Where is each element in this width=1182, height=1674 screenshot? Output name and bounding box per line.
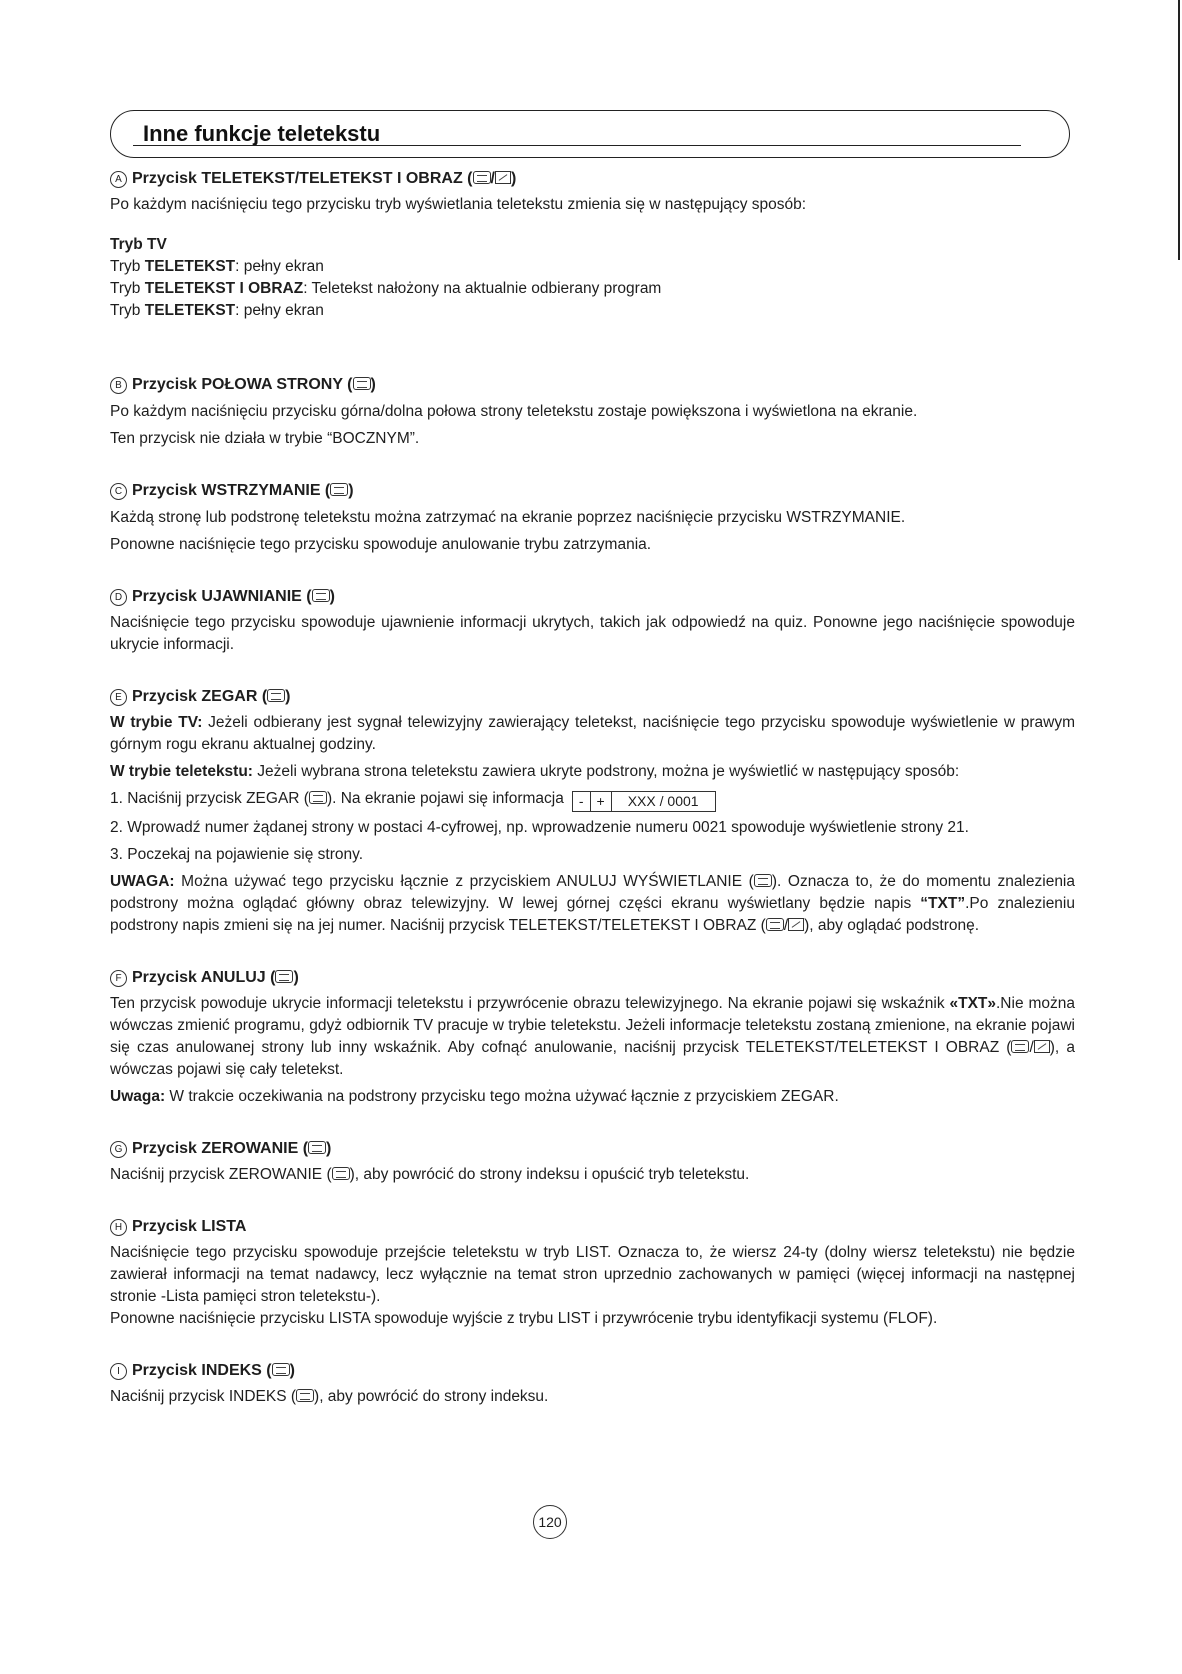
- teletext-key-icon: [473, 171, 491, 184]
- letter-f-icon: F: [110, 970, 127, 987]
- section-b-title: B Przycisk POŁOWA STRONY ( ): [110, 374, 1075, 396]
- index-key-icon: [272, 1363, 290, 1376]
- cancel-key-icon: [754, 874, 772, 887]
- section-d-title: D Przycisk UJAWNIANIE ( ): [110, 586, 1075, 608]
- header-rule: [133, 145, 1021, 146]
- letter-e-icon: E: [110, 689, 127, 706]
- section-f: [110, 967, 1075, 1108]
- mode-tv: Tryb TV: [110, 236, 167, 253]
- section-i-title: I Przycisk INDEKS ( ): [110, 1360, 1075, 1382]
- section-g-title: G Przycisk ZEROWANIE ( ): [110, 1138, 1075, 1160]
- letter-b-icon: B: [110, 377, 127, 394]
- mode-line-1: Tryb TELETEKST: pełny ekran: [110, 258, 324, 275]
- section-c-line-2: Ponowne naciśnięcie tego przycisku spowoduje anulowanie trybu zatrzymania.: [110, 536, 652, 553]
- section-d: [110, 586, 1075, 656]
- teletext-key-icon: [1011, 1040, 1029, 1053]
- mix-key-icon: [1034, 1040, 1050, 1053]
- section-f-note: Uwaga: W trakcie oczekiwania na podstrony przycisku tego można używać łącznie z przyciskiem ZEGAR.: [110, 1088, 839, 1105]
- clock-key-icon: [309, 791, 327, 804]
- letter-d-icon: D: [110, 589, 127, 606]
- section-c: [110, 480, 1075, 556]
- half-page-key-icon: [353, 377, 371, 390]
- subpage-indicator: - + XXX / 0001: [572, 791, 716, 812]
- section-e: [110, 686, 1075, 937]
- hold-key-icon: [330, 483, 348, 496]
- section-e-step-1: 1. Naciśnij przycisk ZEGAR ( ). Na ekranie pojawi się informacja - + XXX / 0001: [110, 788, 1075, 812]
- section-h-title: H Przycisk LISTA: [110, 1216, 1075, 1238]
- section-e-step-2: 2. Wprowadź numer żądanej strony w postaci 4-cyfrowej, np. wprowadzenie numeru 0021 spowoduje wyświetlenie strony 21.: [110, 819, 969, 836]
- mode-line-3: Tryb TELETEKST: pełny ekran: [110, 302, 324, 319]
- section-header: [110, 110, 1070, 158]
- content: [110, 168, 1075, 1438]
- letter-a-icon: A: [110, 171, 127, 188]
- mix-key-icon: [788, 918, 804, 931]
- section-e-title: E Przycisk ZEGAR ( ): [110, 686, 1075, 708]
- section-d-text: Naciśnięcie tego przycisku spowoduje ujawnienie informacji ukrytych, takich jak odpowiedź na quiz. Ponowne jego naciśnięcie spowoduje ukrycie informacji.: [110, 614, 1075, 653]
- section-e-step-3: 3. Poczekaj na pojawienie się strony.: [110, 846, 364, 863]
- cancel-key-icon: [275, 970, 293, 983]
- page-title: Inne funkcje teletekstu: [143, 121, 381, 146]
- reset-key-icon: [308, 1141, 326, 1154]
- reset-key-icon: [332, 1167, 350, 1180]
- mix-key-icon: [495, 171, 511, 184]
- section-e-tv: W trybie TV: Jeżeli odbierany jest sygnał telewizyjny zawierający teletekst, naciśnięcie tego przycisku spowoduje wyświetlenie w prawym górnym rogu ekranu aktualnej godziny.: [110, 714, 1075, 753]
- section-h-text: Naciśnięcie tego przycisku spowoduje przejście teletekstu w tryb LIST. Oznacza to, że wiersz 24-ty (dolny wiersz teletekstu) nie będzie zawierał informacji na temat nadawcy, lecz wyłącznie na temat stron uprzednio zachowanych w pamięci (więcej informacji na następnej stronie -Lista pamięci stron teletekstu-).: [110, 1244, 1075, 1305]
- section-f-title: F Przycisk ANULUJ ( ): [110, 967, 1075, 989]
- section-a-title: A Przycisk TELETEKST/TELETEKST I OBRAZ ( / ): [110, 168, 1075, 190]
- section-c-title: C Przycisk WSTRZYMANIE ( ): [110, 480, 1075, 502]
- page-number: 120: [533, 1505, 567, 1539]
- reveal-key-icon: [312, 589, 330, 602]
- page-edge-line: [1178, 0, 1180, 260]
- section-h: [110, 1216, 1075, 1330]
- section-a-intro: Po każdym naciśnięciu tego przycisku tryb wyświetlania teletekstu zmienia się w następujący sposób:: [110, 196, 807, 213]
- section-g: [110, 1138, 1075, 1186]
- section-f-text: Ten przycisk powoduje ukrycie informacji teletekstu i przywrócenie obrazu telewizyjnego. Na ekranie pojawi się wskaźnik «TXT».Nie można wówczas zmienić programu, gdyż odbiornik TV pracuje w trybie teletekstu. Jeżeli informacje teletekstu zostaną zmienione, na ekranie pojawi się czas anulowanej strony lub inny wskaźnik. Aby cofnąć anulowanie, naciśnij przycisk TELETEKST/TELETEKST I OBRAZ ( / ), a wówczas pojawi się cały teletekst.: [110, 995, 1075, 1078]
- section-e-note: UWAGA: Można używać tego przycisku łącznie z przyciskiem ANULUJ WYŚWIETLANIE ( ). Oznacza to, że do momentu znalezienia podstrony można oglądać główny obraz telewizyjny. W lewej górnej części ekranu wyświetlany będzie napis “TXT”.Po znalezieniu podstrony napis zmieni się na jej numer. Naciśnij przycisk TELETEKST/TELETEKST I OBRAZ ( / ), aby oglądać podstronę.: [110, 873, 1075, 934]
- mode-line-2: Tryb TELETEKST I OBRAZ: Teletekst nałożony na aktualnie odbierany program: [110, 280, 662, 297]
- letter-i-icon: I: [110, 1363, 127, 1380]
- section-a: [110, 168, 1075, 322]
- letter-h-icon: H: [110, 1219, 127, 1236]
- section-g-text: Naciśnij przycisk ZEROWANIE ( ), aby powrócić do strony indeksu i opuścić tryb teletekstu.: [110, 1166, 750, 1183]
- section-i-text: Naciśnij przycisk INDEKS ( ), aby powrócić do strony indeksu.: [110, 1388, 549, 1405]
- section-b: [110, 374, 1075, 450]
- section-h-text-2: Ponowne naciśnięcie przycisku LISTA spowoduje wyjście z trybu LIST i przywrócenie trybu identyfikacji systemu (FLOF).: [110, 1310, 938, 1327]
- teletext-key-icon: [766, 918, 784, 931]
- clock-key-icon: [267, 689, 285, 702]
- section-i: [110, 1360, 1075, 1408]
- section-c-line-1: Każdą stronę lub podstronę teletekstu można zatrzymać na ekranie poprzez naciśnięcie przycisku WSTRZYMANIE.: [110, 509, 906, 526]
- section-b-line-1: Po każdym naciśnięciu przycisku górna/dolna połowa strony teletekstu zostaje powiększona i wyświetlona na ekranie.: [110, 403, 918, 420]
- mode-list: [110, 234, 1075, 322]
- section-b-line-2: Ten przycisk nie działa w trybie “BOCZNYM”.: [110, 430, 420, 447]
- index-key-icon: [296, 1389, 314, 1402]
- letter-c-icon: C: [110, 483, 127, 500]
- letter-g-icon: G: [110, 1141, 127, 1158]
- section-e-teletext: W trybie teletekstu: Jeżeli wybrana strona teletekstu zawiera ukryte podstrony, można je wyświetlić w następujący sposób:: [110, 763, 960, 780]
